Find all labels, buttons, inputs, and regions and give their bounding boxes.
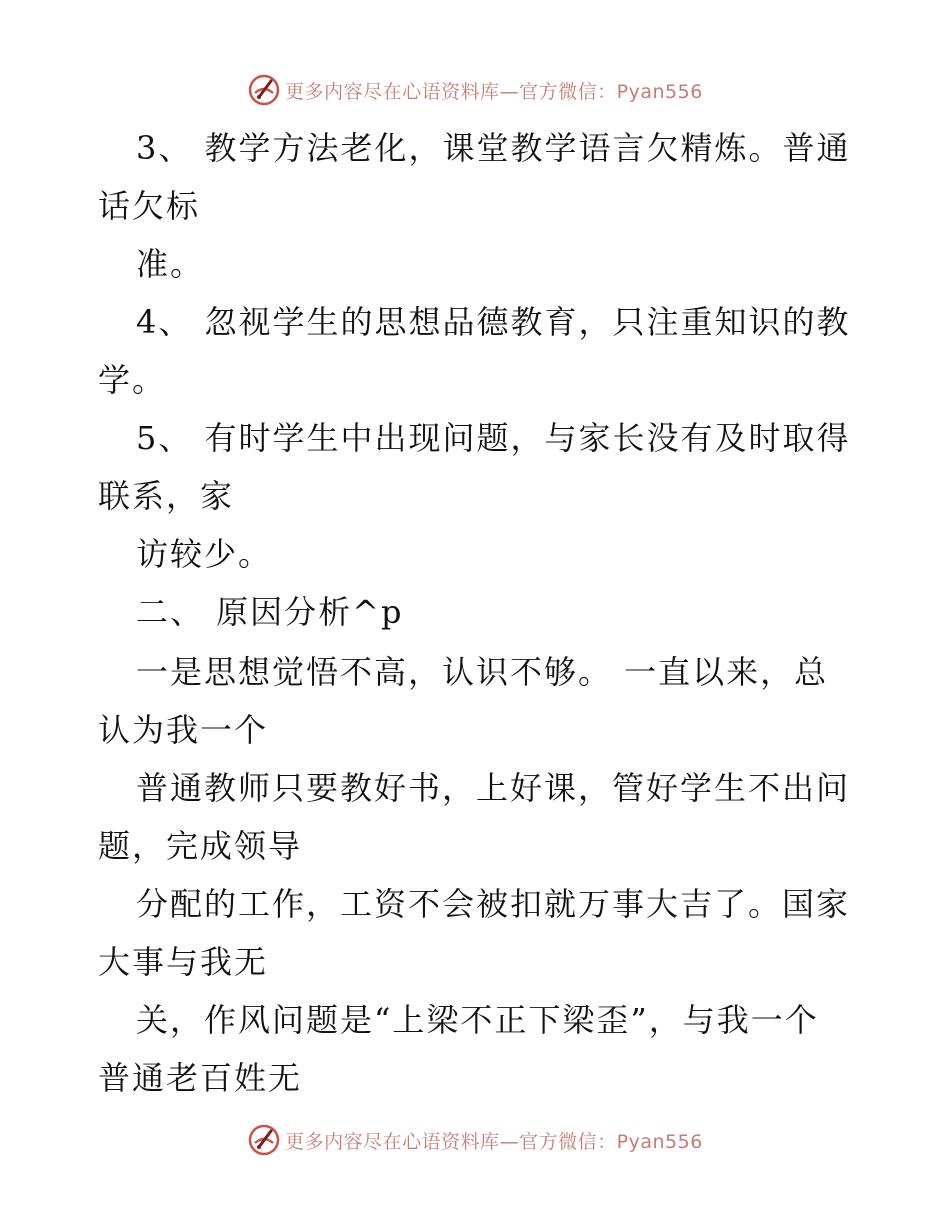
text-line: 普通老百姓无 [98, 1059, 303, 1097]
text-line: 准。 [136, 245, 205, 283]
text-line: 学。 [98, 361, 167, 399]
footer-watermark [0, 1120, 950, 1160]
text-line: 联系，家 [98, 477, 235, 515]
footer-watermark-text: 更多内容尽在心语资料库—官方微信：Pyan556 [285, 1130, 703, 1153]
text-line: 访较少。 [136, 535, 273, 573]
header-watermark-text: 更多内容尽在心语资料库—官方微信：Pyan556 [285, 80, 703, 103]
text-line: 3、 教学方法老化，课堂教学语言欠精炼。普通 [136, 129, 851, 167]
book-pen-logo-icon [247, 1123, 281, 1157]
text-line: 一是思想觉悟不高，认识不够。 一直以来，总 [136, 653, 829, 691]
section-heading: 二、 原因分析^p [136, 593, 404, 631]
text-line: 认为我一个 [98, 711, 269, 749]
text-line: 题，完成领导 [98, 827, 303, 865]
text-line: 话欠标 [98, 187, 201, 225]
text-line: 大事与我无 [98, 943, 269, 981]
text-line: 普通教师只要教好书，上好课，管好学生不出问 [136, 769, 851, 807]
text-line: 5、 有时学生中出现问题，与家长没有及时取得 [136, 419, 851, 457]
text-line: 关，作风问题是“上梁不正下梁歪”，与我一个 [136, 1001, 819, 1039]
text-line: 4、 忽视学生的思想品德教育，只注重知识的教 [136, 303, 851, 341]
text-line: 分配的工作，工资不会被扣就万事大吉了。国家 [136, 885, 851, 923]
